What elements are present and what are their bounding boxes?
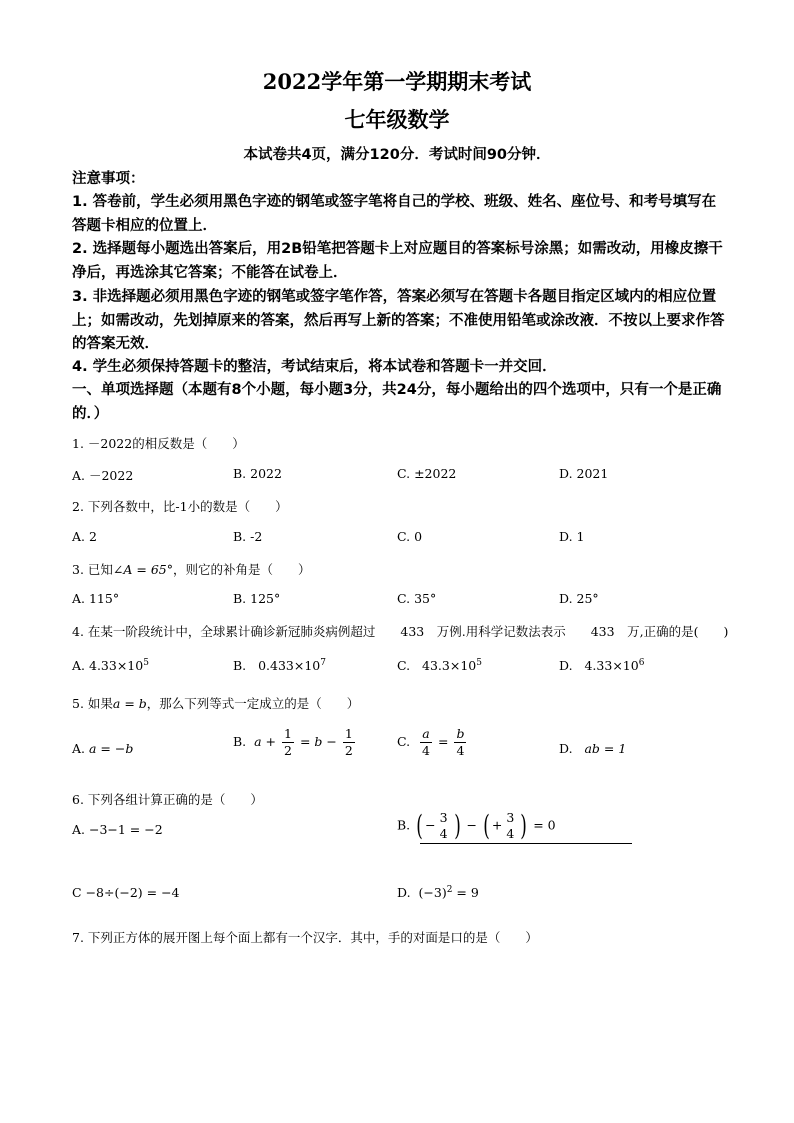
q6-b-frac2-num: 3 [506, 810, 515, 825]
q5-option-c [397, 726, 468, 759]
q5-option-b-pre: a + [254, 734, 277, 749]
q5-option-c-eq: = [437, 734, 449, 749]
q2-stem: 2. 下列各数中，比-1小的数是（ ） [72, 499, 288, 514]
q4-option-b-exp: 7 [320, 658, 326, 668]
q4-option-b [233, 658, 326, 673]
q5-option-a-math: a = −b [89, 741, 134, 756]
q5-c-den1: 4 [422, 743, 430, 758]
q4-option-c [397, 658, 482, 673]
q6-fraction-rule [420, 843, 632, 844]
q6-option-c-math: −8÷(−2) = −4 [85, 885, 180, 900]
q5-option-c-frac2 [454, 726, 466, 759]
q4-option-d-exp: 6 [638, 658, 645, 668]
q4-option-d-value: 4.33×10 [584, 658, 639, 673]
q4-option-c-exp: 5 [476, 658, 482, 668]
q4-option-a-value: 4.33×10 [89, 658, 144, 673]
q4-option-c-value: 43.3×10 [422, 658, 477, 673]
q4-option-a-exp: 5 [143, 658, 149, 668]
notice-item-1: 1. 答卷前，学生必须用黑色字迹的钢笔或签字笔将自己的学校、班级、姓名、座位号、和考号填写在答题卡相应的位置上． [72, 194, 717, 234]
q6-option-d-exp: 2 [446, 885, 453, 895]
q5-stem [72, 694, 359, 712]
q3-stem-math: ∠A = 65° [112, 562, 173, 577]
q6-left-paren-1: ( [416, 809, 423, 842]
notice-item-3: 3. 非选择题必须用黑色字迹的钢笔或签字笔作答，答案必须写在答题卡各题目指定区域内的相应位置上；如需改动，先划掉原来的答案，然后再写上新的答案；不准使用铅笔或涂改液．不按以上要求作答的答案无效． [72, 289, 725, 352]
q4-option-b-value: 0.433×10 [258, 658, 321, 673]
q3-stem-post: ，则它的补角是（ ） [172, 562, 311, 577]
q5-option-b-label: B. [233, 734, 247, 749]
q4-option-d-label: D. [559, 658, 573, 673]
q6-b-op: − [466, 817, 477, 833]
q4-option-b-label: B. [233, 658, 247, 673]
q5-frac2-num: 1 [344, 726, 353, 741]
q5-stem-post: ，那么下列等式一定成立的是（ ） [146, 696, 360, 711]
exam-title: 2022学年第一学期期末考试 [262, 69, 532, 94]
q6-b-frac1-num: 3 [439, 810, 448, 825]
q5-option-b-frac1 [282, 726, 294, 759]
q1-option-d: D. 2021 [559, 466, 609, 481]
q5-option-c-frac1 [420, 726, 432, 759]
q5-option-b [233, 726, 357, 759]
q6-option-b [397, 810, 556, 842]
q5-option-b-mid: = b − [299, 734, 337, 749]
q2-option-c: C. 0 [397, 529, 423, 544]
q1-option-a: A. －2022 [72, 468, 134, 483]
q6-option-d-base: (−3) [418, 885, 447, 900]
q5-option-a [72, 741, 133, 756]
notice-heading: 注意事项： [72, 171, 145, 187]
q1-option-b: B. 2022 [233, 466, 282, 481]
q4-option-d [559, 658, 644, 673]
q3-option-b: B. 125° [233, 591, 281, 606]
q5-stem-pre: 5. 如果 [72, 696, 113, 711]
q5-frac1-num: 1 [284, 726, 292, 741]
q5-option-b-frac2 [343, 726, 355, 759]
q3-option-c: C. 35° [397, 591, 437, 606]
notice-item-2: 2. 选择题每小题选出答案后，用2B铅笔把答题卡上对应题目的答案标号涂黑；如需改动，用橡皮擦干净后，再选涂其它答案；不能答在试卷上． [72, 241, 723, 281]
q7-stem: 7. 下列正方体的展开图上每个面上都有一个汉字．其中，手的对面是口的是（ ） [72, 930, 538, 945]
q6-b-sign2: + [491, 817, 503, 833]
q1-stem: 1. －2022的相反数是（ ） [72, 436, 245, 451]
q6-b-frac2 [504, 810, 516, 842]
q5-stem-math: a = b [112, 696, 147, 711]
q4-option-a [72, 658, 149, 673]
q6-option-b-label: B. [397, 817, 411, 833]
q3-stem [72, 560, 311, 578]
q3-stem-pre: 3. 已知 [72, 562, 113, 577]
q5-option-d-math: ab = 1 [584, 741, 627, 756]
q6-b-frac2-den: 4 [506, 826, 515, 841]
q5-option-a-label: A. [72, 741, 86, 756]
q2-option-b: B. -2 [233, 529, 263, 544]
q6-option-d-label: D. [397, 885, 411, 900]
q5-frac2-den: 2 [344, 743, 353, 758]
section1-heading: 一、单项选择题（本题有8个小题，每小题3分，共24分，每小题给出的四个选项中，只有一个是正确的．） [72, 382, 722, 422]
notice-item-4: 4. 学生必须保持答题卡的整洁，考试结束后，将本试卷和答题卡一并交回． [72, 359, 557, 375]
q6-option-c [72, 885, 180, 900]
q6-option-a: A. −3−1 = −2 [72, 822, 163, 837]
q3-option-a: A. 115° [72, 591, 120, 606]
q4-stem: 4. 在某一阶段统计中，全球累计确诊新冠肺炎病例超过 433 万例.用科学记数法表示 433 万,正确的是( ) [72, 624, 729, 639]
q5-option-d [559, 741, 626, 756]
q6-b-frac1 [438, 810, 450, 842]
q5-frac1-den: 2 [284, 743, 292, 758]
q2-option-a: A. 2 [72, 529, 97, 544]
q6-left-paren-2: ( [483, 809, 490, 842]
exam-info: 本试卷共4页，满分120分．考试时间90分钟． [243, 147, 551, 163]
q6-b-frac1-den: 4 [439, 826, 448, 841]
q5-option-d-label: D. [559, 741, 573, 756]
exam-subtitle: 七年级数学 [344, 107, 450, 132]
q3-option-d: D. 25° [559, 591, 599, 606]
q1-option-c: C. ±2022 [397, 466, 457, 481]
q6-option-d-rest: = 9 [452, 885, 479, 900]
q4-option-a-label: A. [72, 658, 86, 673]
q2-option-d: D. 1 [559, 529, 585, 544]
q6-right-paren-2: ) [520, 809, 528, 842]
q6-b-sign1: − [425, 817, 436, 833]
q5-c-num2: b [456, 726, 465, 741]
q4-option-c-label: C. [397, 658, 411, 673]
q6-b-eq: = 0 [533, 817, 556, 833]
q6-right-paren-1: ) [453, 809, 461, 842]
q5-option-c-label: C. [397, 734, 411, 749]
q6-option-c-label: C [72, 885, 82, 900]
q6-option-d [397, 885, 479, 900]
q5-c-den2: 4 [456, 743, 465, 758]
q6-stem: 6. 下列各组计算正确的是（ ） [72, 792, 263, 807]
q5-c-num1: a [420, 726, 432, 743]
